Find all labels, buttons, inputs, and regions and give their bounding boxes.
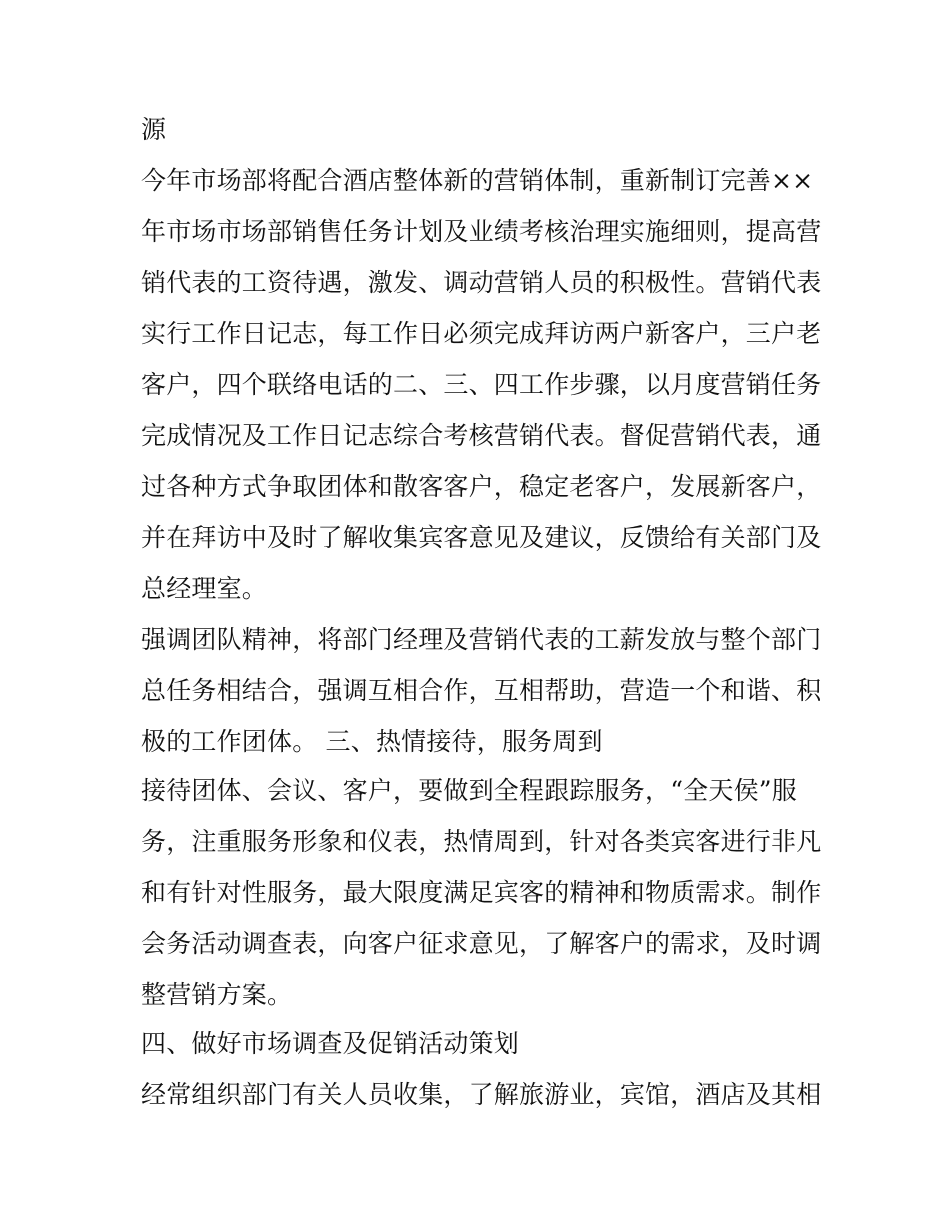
paragraph-line: 过各种方式争取团体和散客客户，稳定老客户，发展新客户， [141, 472, 822, 501]
paragraph-line: 会务活动调查表，向客户征求意见，了解客户的需求，及时调 [141, 929, 822, 958]
paragraph-line: 接待团体、会议、客户，要做到全程跟踪服务，“全天侯”服 [141, 776, 797, 805]
paragraph-line: 年市场市场部销售任务计划及业绩考核治理实施细则，提高营 [141, 217, 822, 246]
paragraph-line: 完成情况及工作日记志综合考核营销代表。督促营销代表，通 [141, 421, 822, 450]
paragraph-line: 销代表的工资待遇，激发、调动营销人员的积极性。营销代表 [141, 268, 822, 297]
section-heading: 四、做好市场调查及促销活动策划 [141, 1029, 520, 1058]
paragraph-line: 务，注重服务形象和仪表，热情周到，针对各类宾客进行非凡 [141, 827, 822, 856]
paragraph-line: 强调团队精神，将部门经理及营销代表的工薪发放与整个部门 [141, 625, 822, 654]
paragraph-line: 和有针对性服务，最大限度满足宾客的精神和物质需求。制作 [141, 878, 822, 907]
paragraph-line: 实行工作日记志，每工作日必须完成拜访两户新客户，三户老 [141, 319, 822, 348]
paragraph-line: 经常组织部门有关人员收集，了解旅游业，宾馆，酒店及其相 [141, 1080, 822, 1109]
paragraph-line: 极的工作团体。 三、热情接待，服务周到 [141, 727, 603, 756]
paragraph-line: 整营销方案。 [141, 980, 293, 1009]
paragraph-line: 客户，四个联络电话的二、三、四工作步骤，以月度营销任务 [141, 370, 822, 399]
paragraph-line: 总经理室。 [141, 574, 268, 603]
paragraph-line: 总任务相结合，强调互相合作，互相帮助，营造一个和谐、积 [141, 676, 822, 705]
paragraph-line: 源 [141, 115, 167, 144]
paragraph-line: 并在拜访中及时了解收集宾客意见及建议，反馈给有关部门及 [141, 523, 822, 552]
paragraph-line: 今年市场部将配合酒店整体新的营销体制，重新制订完善×× [141, 166, 814, 195]
